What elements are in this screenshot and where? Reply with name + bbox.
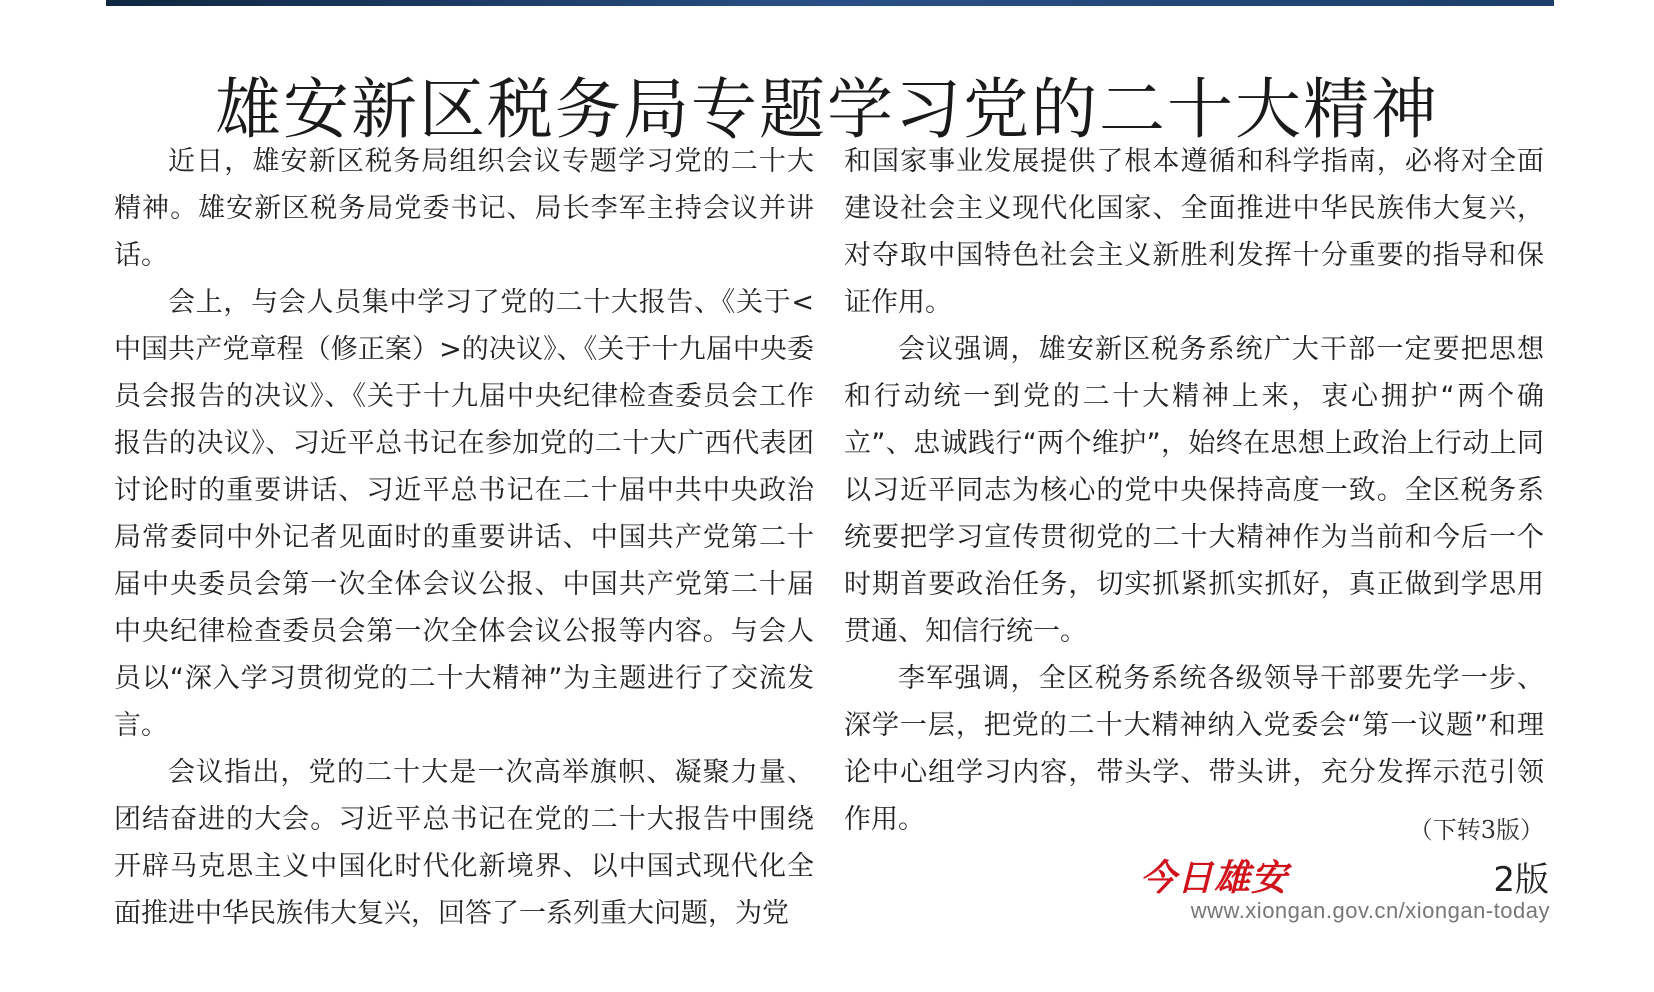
top-rule-bar [106,0,1554,6]
continued-note: （下转3版） [1408,816,1544,844]
article-paragraph: 会议指出，党的二十大是一次高举旗帜、凝聚力量、团结奋进的大会。习近平总书记在党的二十大报告中围绕开辟马克思主义中国化时代化新境界、以中国式现代化全面推进中华民族伟大复兴，回答了一系列重大问题，为党 [114,757,814,929]
article-paragraph-continued: 和国家事业发展提供了根本遵循和科学指南，必将对全面建设社会主义现代化国家、全面推进中华民族伟大复兴，对夺取中国特色社会主义新胜利发挥十分重要的指导和保证作用。 [844,146,1544,318]
article-paragraph: 近日，雄安新区税务局组织会议专题学习党的二十大精神。雄安新区税务局党委书记、局长李军主持会议并讲话。 [114,146,814,271]
page-title: 雄安新区税务局专题学习党的二十大精神 [215,71,1439,149]
article-paragraph: 会上，与会人员集中学习了党的二十大报告、《关于<中国共产党章程（修正案）>的决议》、《关于十九届中央委员会报告的决议》、《关于十九届中央纪律检查委员会工作报告的决议》、习近平总书记在参加党的二十大广西代表团讨论时的重要讲话、习近平总书记在二十届中共中央政治局常委同中外记者见面时的重要讲话、中国共产党第二十届中央委员会第一次全体会议公报、中国共产党第二十届中央纪律检查委员会第一次全体会议公报等内容。与会人员以“深入学习贯彻党的二十大精神”为主题进行了交流发言。 [114,287,814,741]
site-url[interactable]: www.xiongan.gov.cn/xiongan-today [1190,898,1550,923]
page-number: 2版 [1493,860,1549,900]
masthead-logo: 今日雄安 [1140,857,1289,899]
article-paragraph: 李军强调，全区税务系统各级领导干部要先学一步、深学一层，把党的二十大精神纳入党委会“第一议题”和理论中心组学习内容，带头学、带头讲，充分发挥示范引领作用。 [844,663,1544,835]
article-column-left [114,138,814,929]
article-body [114,138,1544,929]
article-column-right [844,138,1544,918]
article-paragraph: 会议强调，雄安新区税务系统广大干部一定要把思想和行动统一到党的二十大精神上来，衷心拥护“两个确立”、忠诚践行“两个维护”，始终在思想上政治上行动上同以习近平同志为核心的党中央保持高度一致。全区税务系统要把学习宣传贯彻党的二十大精神作为当前和今后一个时期首要政治任务，切实抓紧抓实抓好，真正做到学思用贯通、知信行统一。 [844,334,1544,647]
